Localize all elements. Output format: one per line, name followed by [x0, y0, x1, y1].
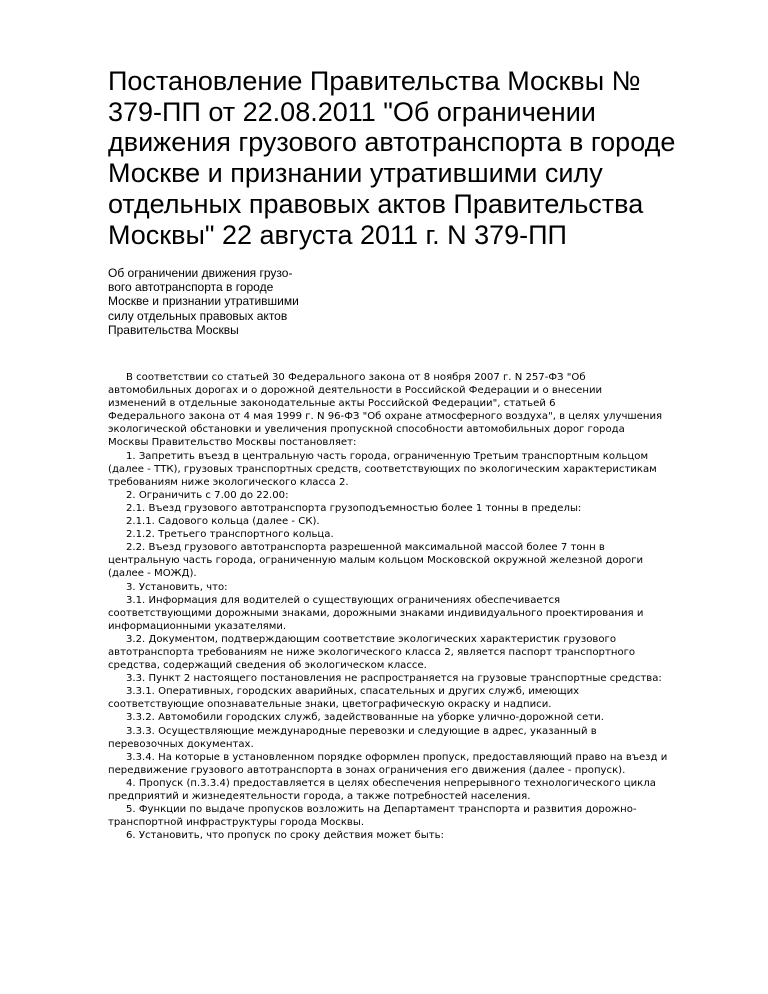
title-line: Постановление Правительства Москвы № — [108, 66, 641, 96]
body-line: 2. Ограничить с 7.00 до 22.00: — [126, 489, 289, 501]
body-line: 3.3.1. Оперативных, городских аварийных, спасательных и других служб, имеющих — [126, 686, 580, 698]
document-subtitle — [108, 266, 368, 337]
body-line: информационными указателями. — [108, 620, 287, 632]
body-line: (далее - ТТК), грузовых транспортных средств, соответствующих по экологическим характеристикам — [108, 463, 657, 475]
subtitle-line: вого автотранспорта в городе — [108, 280, 274, 295]
body-line: требованиям ниже экологического класса 2. — [108, 476, 349, 488]
body-line: 2.2. Въезд грузового автотранспорта разрешенной максимальной массой более 7 тонн в — [126, 542, 605, 554]
title-line: Москве и признании утратившими силу — [108, 158, 603, 189]
body-line: автотранспорта требованиям не ниже экологического класса 2, является паспорт транспортного — [108, 646, 636, 658]
body-line: передвижение грузового автотранспорта в зонах ограничения его движения (далее - пропуск). — [108, 764, 626, 776]
body-line: 2.1. Въезд грузового автотранспорта грузоподъемностью более 1 тонны в пределы: — [126, 502, 582, 514]
body-line: средства, содержащий сведения об экологическом классе. — [108, 660, 427, 672]
body-line: (далее - МОЖД). — [108, 568, 197, 580]
body-line: экологической обстановки и увеличения пропускной способности автомобильных дорог города — [108, 424, 625, 436]
body-line: автомобильных дорогах и о дорожной деятельности в Российской Федерации и о внесении — [108, 385, 603, 397]
body-line: 2.1.1. Садового кольца (далее - СК). — [126, 516, 320, 528]
subtitle-line: силу отдельных правовых актов — [108, 308, 288, 323]
body-line: 5. Функции по выдаче пропусков возложить на Департамент транспорта и развития дорожно- — [126, 804, 637, 816]
body-line: Федерального закона от 4 мая 1999 г. N 96-ФЗ "Об охране атмосферного воздуха", в целях улучшения — [108, 411, 663, 423]
subtitle-line: Правительства Москвы — [108, 322, 239, 337]
body-line: 3. Установить, что: — [126, 581, 228, 593]
body-line: 2.1.2. Третьего транспортного кольца. — [126, 529, 334, 541]
body-line: 6. Установить, что пропуск по сроку действия может быть: — [126, 830, 444, 842]
body-line: Москвы Правительство Москвы постановляет: — [108, 437, 357, 449]
body-line: изменений в отдельные законодательные акты Российской Федерации", статьей 6 — [108, 398, 556, 410]
body-line: 3.3.4. На которые в установленном порядке оформлен пропуск, предоставляющий право на въезд и — [126, 751, 668, 763]
body-line: центральную часть города, ограниченную малым кольцом Московской окружной железной дороги — [108, 555, 644, 567]
body-line: соответствующие опознавательные знаки, цветографическую окраску и надписи. — [108, 699, 552, 711]
body-line: 3.3.2. Автомобили городских служб, задействованные на уборке улично-дорожной сети. — [126, 712, 604, 724]
body-line: предприятий и жизнедеятельности города, а также потребностей населения. — [108, 791, 531, 802]
body-line: 1. Запретить въезд в центральную часть города, ограниченную Третьим транспортным кольцом — [126, 450, 649, 462]
body-line: транспортной инфраструктуры города Москвы. — [108, 817, 365, 829]
body-line: 3.3. Пункт 2 настоящего постановления не распространяется на грузовые транспортные средства: — [126, 673, 662, 685]
title-line: Москвы" 22 августа 2011 г. N 379-ПП — [108, 219, 567, 250]
body-line: соответствующими дорожными знаками, дорожными знаками индивидуального проектирования и — [108, 607, 644, 619]
body-line: 3.1. Информация для водителей о существующих ограничениях обеспечивается — [126, 594, 561, 606]
body-line: перевозочных документах. — [108, 738, 254, 750]
body-line: 3.2. Документом, подтверждающим соответствие экологических характеристик грузового — [126, 633, 617, 645]
title-line: отдельных правовых актов Правительства — [108, 188, 644, 219]
title-line: движения грузового автотранспорта в городе — [108, 127, 676, 158]
subtitle-line: Москве и признании утратившими — [108, 294, 299, 309]
subtitle-line: Об ограничении движения грузо- — [108, 266, 293, 280]
body-line: В соответствии со статьей 30 Федерального закона от 8 ноября 2007 г. N 257-ФЗ "Об — [126, 372, 586, 383]
body-line: 4. Пропуск (п.3.3.4) предоставляется в целях обеспечения непрерывного технологического цикла — [126, 777, 656, 789]
title-line: 379-ПП от 22.08.2011 "Об ограничении — [108, 96, 596, 127]
document-body — [108, 371, 718, 842]
document-title — [108, 66, 728, 250]
body-line: 3.3.3. Осуществляющие международные перевозки и следующие в адрес, указанный в — [126, 725, 597, 737]
